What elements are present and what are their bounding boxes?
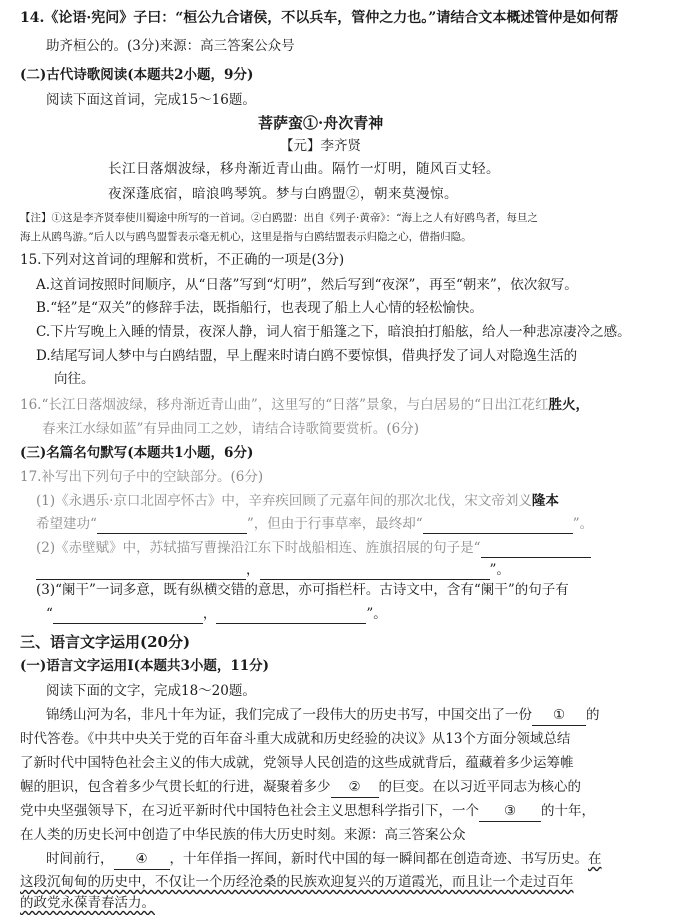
sub1-heading: (一)语言文字运用Ⅰ(本题共3小题，11分) [20,658,270,674]
reading-intro: 阅读下面的文字，完成18～20题。 [46,683,256,699]
q17-p1-text-a: 希望建功“ [36,516,97,532]
q17-p2-text-c: ”。 [489,562,510,578]
passage-line-2: 时代答卷。《中共中央关于党的百年奋斗重大成就和历史经验的决议》从13个方面分领域总结 [20,731,571,747]
q17-p3-text-b: ， [202,606,217,622]
q17-p1-text-b: ”，但由于行事草率，最终却“ [246,516,423,532]
q17-blank-5[interactable] [53,609,203,624]
passage-l1-text-a: 锦绣山河为名，非凡十年为证，我们完成了一段伟大的历史书写，中国交出了一份 [46,707,532,723]
q17-p2-text-a: (2)《赤壁赋》中，苏轼描写曹操沿江东下时战船相连、旌旗招展的句子是“ [36,540,481,556]
passage-line-8: 这段沉甸甸的历史中，不仅让一个历经沧桑的民族欢迎复兴的万道霞光，而且让一个走过百年 [20,874,574,890]
section3-heading: (三)名篇名句默写(本题共1小题，6分) [20,445,254,461]
q15-option-d-line2: 向往。 [54,371,95,387]
q14-line1: 14.《论语·宪问》子曰：“桓公九合诸侯，不以兵车，管仲之力也。”请结合文本概述管仲是如何帮 [20,10,619,26]
passage-line-5 [20,801,595,822]
q17-p1-line1-text: (1)《永遇乐·京口北固亭怀古》中，辛弃疾回顾了元嘉年间的那次北伐，宋文帝刘义 [36,493,532,509]
passage-l5-text-a: 党中央坚强领导下，在习近平新时代中国特色社会主义思想科学指引下，一个 [20,803,479,819]
q15-stem: 15.下列对这首词的理解和赏析，不正确的一项是(3分) [20,252,345,268]
passage-line-6: 在人类的历史长河中创造了中华民族的伟大历史时刻。来源：高三答案公众 [20,827,466,843]
q17-blank-1[interactable] [97,519,247,534]
q17-blank-2[interactable] [423,519,573,534]
q17-p1-line1-bold: 隆本 [531,493,559,509]
passage-blank-1[interactable]: ① [532,705,586,726]
q16-line1-text: 16.“长江日落烟波绿，移舟渐近青山曲”，这里写的“日落”景象，与白居易的“日出江花红 [20,397,549,413]
passage-blank-4[interactable]: ④ [114,849,170,870]
passage-l7-wavy: 在 [588,851,602,867]
q16-line2: 春来江水绿如蓝”有异曲同工之妙，请结合诗歌简要赏析。(6分) [42,421,420,437]
poem-title: 菩萨蛮①·舟次青神 [258,114,384,132]
passage-line-1 [46,705,600,726]
q17-p1-line1 [36,491,559,511]
passage-l5-text-b: 的十年， [541,803,595,819]
q15-option-b: B.“轻”是“双关”的修辞手法，既指船行，也表现了船上人心情的轻松愉快。 [36,300,483,316]
poem-line-1: 长江日落烟波绿，移舟渐近青山曲。隔竹一灯明，随风百丈轻。 [108,161,500,177]
passage-line-4 [20,777,581,798]
poem-line-2: 夜深蓬底宿，暗浪鸣琴筑。梦与白鸥盟②，朝来莫漫惊。 [108,186,458,202]
passage-blank-2[interactable]: ② [331,777,379,798]
q17-p2-line2 [36,560,510,580]
q17-stem: 17.补写出下列句子中的空缺部分。(6分) [20,469,264,485]
passage-line-9: 的政党永葆青春活力。 [20,895,155,911]
q17-p1-text-c: ”。 [572,516,594,532]
q15-option-a: A.这首词按照时间顺序，从“日落”写到“灯明”，然后写到“夜深”，再至“朝来”，依次叙写。 [36,277,578,293]
q17-p3-text-a: “ [46,606,53,622]
passage-l7-text-a: 时间前行， [46,851,114,867]
q17-p1-line2 [36,514,593,534]
q17-p2-line1 [36,538,591,558]
passage-l1-text-b: 的 [586,707,600,723]
passage-blank-3[interactable]: ③ [479,801,541,822]
q17-p2-text-b: ， [246,562,260,578]
q17-blank-4[interactable] [260,565,490,580]
poem-author: 【元】李齐贤 [280,138,361,154]
note-line-1: 【注】①这是李齐贤奉使川蜀途中所写的一首词。②白鸥盟：出自《列子·黄帝》：“海上之人有好鸥鸟者，每旦之 [20,212,538,224]
q17-p3-text-c: ”。 [366,606,387,622]
q14-line2: 助齐桓公的。(3分)来源：高三答案公众号 [46,38,295,54]
passage-line-3: 了新时代中国特色社会主义的伟大成就，党领导人民创造的这些成就背后，蕴藏着多少运筹帷 [20,755,574,771]
section2-heading: (二)古代诗歌阅读(本题共2小题，9分) [20,67,254,83]
q15-option-c: C.下片写晚上入睡的情景，夜深人静，词人宿于船篷之下，暗浪拍打船舷，给人一种悲凉凄冷之感。 [36,324,631,340]
q17-p3-line1: (3)“阑干”一词多意，既有纵横交错的意思，亦可指栏杆。古诗文中，含有“阑干”的句子有 [36,582,569,598]
q17-blank-3-cont[interactable] [36,565,246,580]
passage-line-7 [46,849,602,870]
part3-heading: 三、语言文字运用(20分) [20,633,191,651]
passage-l4-text-b: 的巨变。在以习近平同志为核心的 [378,779,581,795]
poetry-intro: 阅读下面这首词，完成15～16题。 [46,92,256,108]
passage-l7-text-b: ，十年佯指一挥间，新时代中国的每一瞬间都在创造奇迹、书写历史。 [169,851,588,867]
q17-p3-line2 [46,604,387,624]
note-line-2: 海上从鸥鸟游。”后人以与鸥鸟盟誓表示毫无机心，这里是指与白鸥结盟表示归隐之心，借指归隐。 [20,231,472,243]
q17-blank-6[interactable] [216,609,366,624]
q16-line1 [20,395,589,415]
q15-option-d-line1: D.结尾写词人梦中与白鸥结盟，早上醒来时请白鸥不要惊惧，借典抒发了词人对隐逸生活的 [36,348,578,364]
q17-blank-3[interactable] [481,543,591,558]
q16-line1-bold: 胜火， [548,397,589,413]
passage-l4-text-a: 幄的胆识，包含着多少气贯长虹的行进，凝聚着多少 [20,779,331,795]
